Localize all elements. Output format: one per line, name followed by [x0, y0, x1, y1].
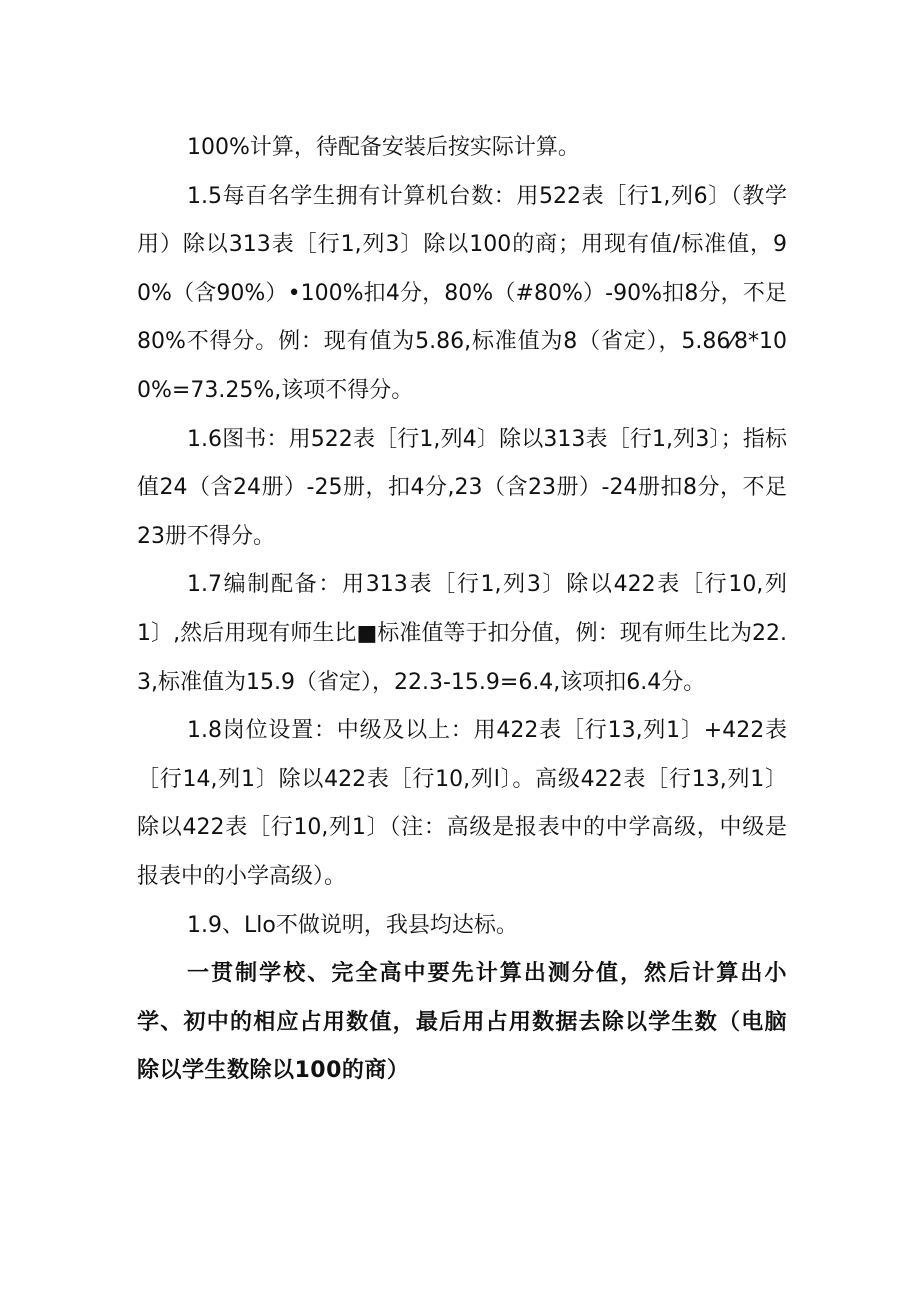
paragraph-1-8-positions: 1.8岗位设置：中级及以上：用422表［行13,列1〕+422表［行14,列1〕除以422表［行10,列l〕。高级422表［行13,列1〕除以422表［行10,列1〕（注：高级是报表中的中学高级，中级是报表中的小学高级）。	[137, 718, 787, 889]
paragraph-bold-summary: 一贯制学校、完全高中要先计算出测分值，然后计算出小学、初中的相应占用数值，最后用占用数据去除以学生数（电脑除以学生数除以100的商）	[137, 961, 787, 1084]
paragraph-continuation: 100%计算，待配备安装后按实际计算。	[187, 135, 580, 160]
paragraph-1-7-staffing: 1.7编制配备：用313表［行1,列3〕除以422表［行10,列1〕,然后用现有师生比■标准值等于扣分值，例：现有师生比为22.3,标准值为15.9（省定），22.3-15.9=6.4,该项扣6.4分。	[137, 572, 787, 695]
document-body	[137, 124, 787, 1096]
paragraph-1-6-books: 1.6图书：用522表［行1,列4〕除以313表［行1,列3〕；指标值24（含24册）-25册，扣4分,23（含23册）-24册扣8分，不足23册不得分。	[137, 426, 787, 549]
paragraph-1-5-computers: 1.5每百名学生拥有计算机台数：用522表［行1,列6〕（教学用）除以313表［行1,列3〕除以100的商；用现有值/标准值，90%（含90%）•100%扣4分，80%（#80%）-90%扣8分，不足80%不得分。例：现有值为5.86,标准值为8（省定），5.86⁄8*100%=73.25%,该项不得分。	[137, 183, 787, 403]
paragraph-1-9-note: 1.9、Llo不做说明，我县均达标。	[187, 912, 518, 938]
